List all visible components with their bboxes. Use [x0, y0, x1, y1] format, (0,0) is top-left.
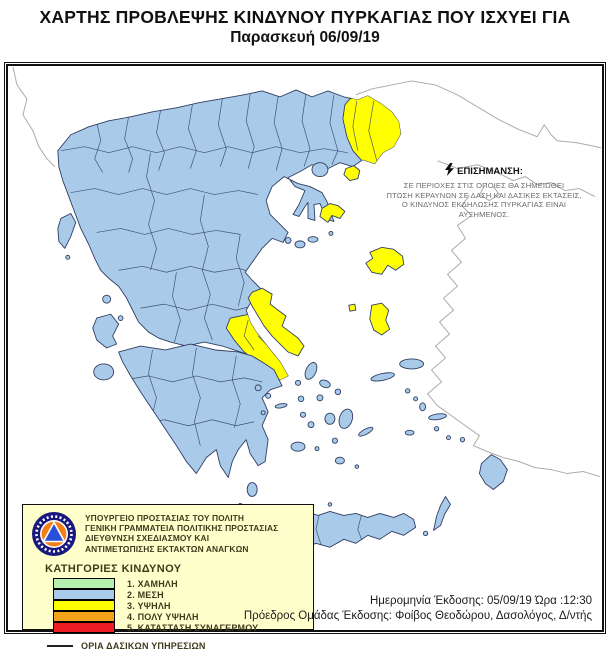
- warning-note: [378, 163, 590, 219]
- island-ikaria: [370, 371, 395, 383]
- agency-line: ΥΠΟΥΡΓΕΙΟ ΠΡΟΣΤΑΣΙΑΣ ΤΟΥ ΠΟΛΙΤΗ: [85, 513, 245, 523]
- island-skopelos: [295, 241, 305, 248]
- boundary-label: ΟΡΙΑ ΔΑΣΙΚΩΝ ΥΠΗΡΕΣΙΩΝ: [81, 641, 206, 651]
- island-skiathos: [285, 237, 291, 243]
- warning-line: ΣΕ ΠΕΡΙΟΧΕΣ ΣΤΙΣ ΟΠΟΙΕΣ ΘΑ ΣΗΜΕΙΩΘΕΙ: [403, 181, 565, 190]
- island-samothraki: [344, 166, 360, 181]
- forest-boundary-note: [47, 641, 305, 651]
- island-alonissos: [308, 237, 318, 243]
- risk-label: 4. ΠΟΛΥ ΥΨΗΛΗ: [127, 611, 199, 622]
- island-kythira: [247, 483, 257, 497]
- island-rhodes: [479, 455, 507, 490]
- island-corfu: [58, 213, 76, 248]
- island-kasos: [423, 531, 427, 535]
- issue-info: [244, 594, 592, 624]
- island-karpathos: [434, 496, 451, 530]
- island-thasos: [312, 163, 328, 177]
- island-chios: [370, 303, 390, 335]
- legend-categories-title: ΚΑΤΗΓΟΡΙΕΣ ΚΙΝΔΥΝΟΥ: [45, 563, 182, 575]
- island-zakynthos: [94, 364, 114, 380]
- risk-swatch-alarm: [53, 622, 115, 633]
- warning-line: ΠΤΩΣΗ ΚΕΡΑΥΝΩΝ ΣΕ ΔΑΣΗ ΚΑΙ ΔΑΣΙΚΕΣ ΕΚΤΑΣΕΙΣ,: [386, 190, 582, 200]
- risk-swatch-low: [53, 578, 115, 589]
- island-lefkada: [103, 295, 111, 303]
- agency-name: [85, 511, 278, 554]
- risk-swatch-very-high: [53, 611, 115, 622]
- island-psara: [349, 304, 356, 311]
- risk-label: 3. ΥΨΗΛΗ: [127, 600, 171, 611]
- map-frame-inner: [6, 64, 604, 651]
- page-subtitle: Παρασκευή 06/09/19: [230, 29, 380, 46]
- page-title: ΧΑΡΤΗΣ ΠΡΟΒΛΕΨΗΣ ΚΙΝΔΥΝΟΥ ΠΥΡΚΑΓΙΑΣ ΠΟΥ ΙΣΧΥΕΙ ΓΙΑ: [39, 7, 571, 27]
- warning-line: Ο ΚΙΝΔΥΝΟΣ ΕΚΔΗΛΩΣΗΣ ΠΥΡΚΑΓΙΑΣ ΕΙΝΑΙ ΑΥΞΗΜΕΝΟΣ.: [401, 200, 567, 219]
- agency-line: ΔΙΕΥΘΥΝΣΗ ΣΧΕΔΙΑΣΜΟΥ ΚΑΙ: [85, 533, 210, 544]
- island-agios-efstratios: [329, 231, 333, 235]
- island-lesvos: [366, 247, 404, 274]
- island-paxi: [66, 255, 70, 259]
- risk-label: 5. ΚΑΤΑΣΤΑΣΗ ΣΥΝΑΓΕΡΜΟΥ: [127, 622, 259, 633]
- lightning-bolt-icon: [445, 163, 454, 176]
- island-dia: [328, 503, 332, 507]
- issuer-line: Πρόεδρος Ομάδας Έκδοσης: Φοίβος Θεοδώρου, Δασολόγος, Δ/ντής: [243, 610, 592, 622]
- region-peloponnese: [119, 344, 282, 478]
- island-kefalonia: [93, 314, 119, 348]
- warning-heading: ΕΠΙΣΗΜΑΝΣΗ:: [378, 163, 590, 177]
- island-ithaki: [118, 316, 123, 321]
- agency-line: ΑΝΤΙΜΕΤΩΠΙΣΗΣ ΕΚΤΑΚΤΩΝ ΑΝΑΓΚΩΝ: [85, 543, 249, 554]
- legend-item-low: [53, 578, 305, 589]
- agency-line: ΓΕΝΙΚΗ ΓΡΑΜΜΑΤΕΙΑ ΠΟΛΙΤΙΚΗΣ ΠΡΟΣΤΑΣΙΑΣ: [85, 523, 279, 534]
- dodecanese-islands: [405, 389, 507, 536]
- boundary-line-icon: [47, 645, 73, 647]
- risk-label: 1. ΧΑΜΗΛΗ: [127, 578, 178, 589]
- civil-protection-logo: [31, 511, 77, 557]
- risk-label: 2. ΜΕΣΗ: [127, 589, 164, 600]
- issue-date-line: Ημερομηνία Έκδοσης: 05/09/19 Ώρα :12:30: [370, 595, 592, 607]
- map-frame: [4, 62, 606, 651]
- cyclades-islands: [291, 361, 374, 469]
- risk-swatch-medium: [53, 589, 115, 600]
- island-samos: [400, 359, 424, 369]
- risk-swatch-high: [53, 600, 115, 611]
